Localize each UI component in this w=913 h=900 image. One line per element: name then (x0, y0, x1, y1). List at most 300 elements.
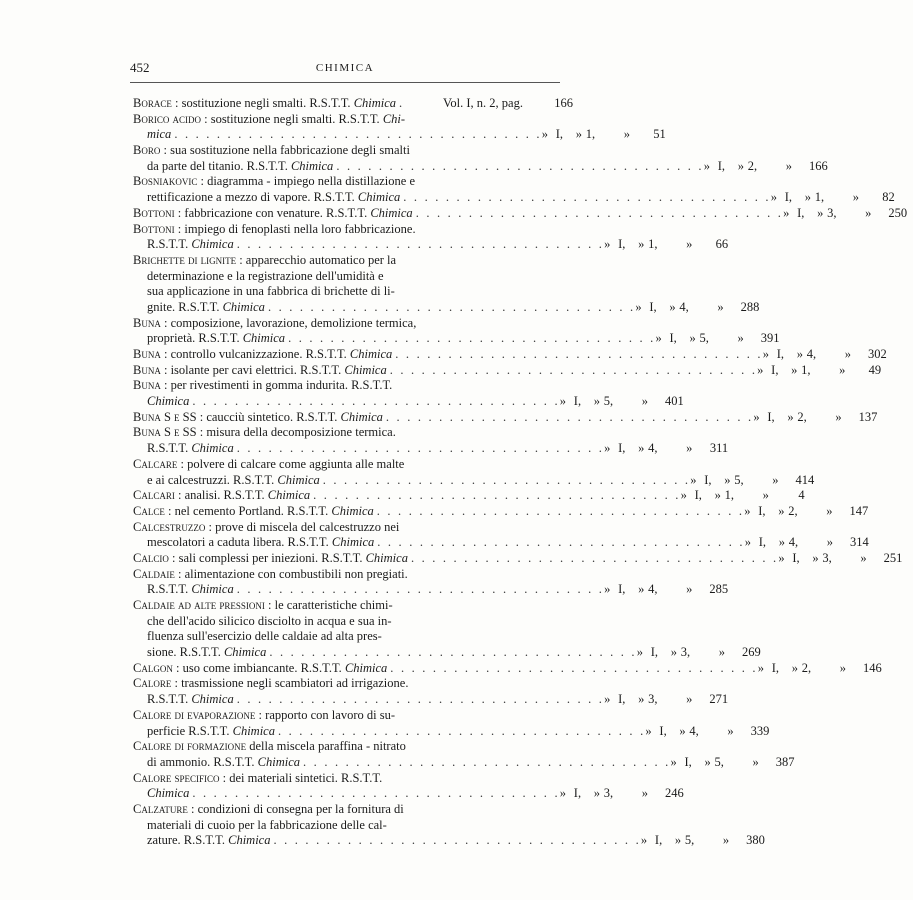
header-rule (130, 82, 560, 83)
entry-line (133, 253, 573, 269)
ditto-mark: » (686, 692, 693, 707)
entry-description: da parte del titanio. R.S.T.T. (147, 158, 291, 173)
reference-page: 414 (795, 472, 815, 487)
entry-line (133, 582, 729, 598)
entry-keyword: Bosniakovic (133, 174, 198, 189)
entry-separator: : (174, 221, 185, 236)
ditto-mark: » (638, 692, 645, 707)
reference (744, 504, 874, 520)
journal-name: Chimica (290, 158, 334, 173)
reference-page: 339 (750, 723, 770, 738)
reference-number: 4, (648, 582, 658, 597)
entry-line (133, 598, 573, 614)
ditto-mark: » (669, 299, 676, 314)
reference-page: 380 (746, 833, 765, 848)
reference-volume: I, (618, 692, 626, 707)
index-entry (133, 111, 666, 143)
ditto-mark: » (835, 409, 842, 424)
entry-text (133, 551, 408, 567)
entry-keyword: Calcare (133, 456, 178, 471)
entry-separator: : (219, 770, 230, 785)
reference-number: 5, (684, 833, 695, 848)
index-entry (133, 456, 815, 488)
entry-line (133, 535, 869, 551)
reference-volume: I, (650, 645, 659, 660)
ditto-mark: » (737, 331, 744, 346)
reference (604, 582, 734, 598)
ditto-mark: » (670, 754, 677, 769)
page-number: 452 (130, 60, 150, 75)
ditto-mark: » (604, 582, 611, 597)
ditto-mark: » (804, 190, 811, 205)
entry-text (133, 378, 392, 394)
entry-line (133, 425, 573, 441)
entry-description: controllo vulcanizzazione. R.S.T.T. (170, 347, 350, 361)
reference-number: 5, (734, 472, 744, 487)
reference (670, 755, 800, 771)
entry-description: e ai calcestruzzi. R.S.T.T. (147, 472, 278, 487)
reference-number: 3, (648, 692, 658, 707)
entry-keyword: Calce (133, 503, 165, 518)
ditto-mark: » (645, 723, 652, 738)
entry-text (133, 363, 387, 379)
journal-name: Chimica (353, 96, 397, 110)
entry-description: alimentazione con combustibili non pregiati. (184, 566, 408, 581)
journal-name: Chimica (222, 299, 265, 314)
dot-leader: . . . . . . . . . . . . . . . . . . . . . . . . . . . . . . . . . . . (277, 723, 646, 738)
index-entry (133, 425, 729, 456)
ditto-mark: » (812, 550, 819, 565)
entry-description: nel cemento Portland. R.S.T.T. (174, 503, 332, 518)
dot-leader: . . . . . . . . . . . . . . . . . . . . . . . . . . . . . . . . . . . (390, 660, 758, 675)
reference-page: 250 (888, 205, 908, 220)
index-entry (133, 707, 770, 739)
reference-volume: I, (776, 347, 785, 361)
entry-line (133, 237, 729, 253)
entry-keyword: Calore di formazione (133, 739, 247, 754)
entry-text (133, 425, 396, 441)
entry-description: proprietà. R.S.T.T. (147, 331, 243, 346)
reference (604, 237, 734, 253)
ditto-mark: » (704, 754, 711, 769)
ditto-mark: » (787, 409, 794, 424)
entry-separator: : (160, 378, 171, 393)
ditto-mark: » (744, 503, 751, 518)
entry-line (133, 708, 573, 724)
journal-name: Chimica (191, 692, 234, 707)
entry-line (133, 394, 684, 410)
index-entry (133, 503, 869, 520)
reference-page: 147 (849, 503, 869, 518)
entry-text (147, 159, 333, 175)
index-entry (133, 378, 684, 409)
index-entry (133, 347, 887, 363)
entry-line (133, 645, 761, 661)
reference-volume: I, (758, 535, 766, 550)
reference-volume: I, (704, 472, 712, 487)
reference-volume: I, (618, 582, 626, 597)
ditto-mark: » (860, 550, 867, 565)
entry-description: rapporto con lavoro di su- (265, 707, 395, 722)
journal-name: Chimica (340, 409, 383, 424)
entry-description: sostituzione negli smalti. R.S.T.T. (181, 96, 354, 110)
ditto-mark: » (826, 535, 833, 550)
ditto-mark: » (844, 347, 851, 361)
reference (757, 363, 887, 379)
reference-volume: Vol. I, n. 2, pag. (443, 96, 523, 110)
entry-description: della miscela paraffina - nitrato (249, 739, 406, 754)
journal-name: Chimica (267, 488, 311, 503)
index-entry (133, 519, 869, 551)
ditto-mark: » (641, 394, 649, 409)
entry-line (133, 174, 573, 190)
reference-page: 302 (867, 347, 887, 361)
reference (560, 786, 690, 802)
dot-leader: . . . . . . . . . . . . . . . . . . . . . . . . . . . . . . . . . . . (410, 550, 779, 565)
reference-page: 246 (665, 786, 684, 801)
entry-line (133, 739, 573, 755)
entry-line (133, 457, 573, 473)
entry-keyword: Buna S e SS (133, 409, 197, 424)
reference-page: 311 (709, 441, 729, 456)
reference-volume: I, (758, 503, 766, 518)
reference-volume: I, (669, 331, 677, 346)
reference (604, 441, 734, 457)
entry-keyword: Calcestruzzo (133, 519, 206, 534)
ditto-mark: » (655, 331, 662, 346)
reference-page: 49 (868, 362, 882, 377)
reference-number: 3, (827, 205, 837, 220)
entry-line (133, 833, 765, 849)
entry-line (133, 158, 828, 175)
entry-keyword: Brichette di lignite (133, 252, 237, 267)
entry-text (133, 174, 415, 190)
entry-separator: : (160, 362, 171, 377)
index-entry (133, 252, 760, 316)
reference (560, 394, 690, 410)
reference (745, 535, 875, 551)
entry-separator: : (171, 96, 182, 110)
entry-separator: : (264, 598, 275, 612)
reference-page: 4 (798, 488, 805, 503)
reference-volume: I, (771, 362, 779, 377)
entry-text (133, 112, 405, 128)
entry-description: sione. R.S.T.T. (147, 645, 224, 660)
reference (771, 190, 901, 206)
ditto-mark: » (559, 786, 567, 801)
reference (681, 488, 811, 504)
reference (604, 692, 734, 708)
reference-page: 314 (849, 535, 869, 550)
ditto-mark: » (638, 582, 645, 597)
reference (763, 347, 893, 363)
entry-line (133, 660, 882, 677)
reference-volume: I, (694, 488, 702, 503)
entry-text (133, 598, 393, 614)
reference (783, 206, 913, 222)
index-entry (133, 598, 761, 661)
entry-separator: : (196, 425, 207, 440)
entry-text (147, 692, 234, 708)
index-entry (133, 550, 903, 567)
journal-name: Chimica (232, 723, 275, 738)
index-entry (133, 488, 805, 504)
ditto-mark: » (541, 127, 548, 142)
reference-volume: I, (649, 299, 657, 314)
entry-line (133, 676, 573, 692)
entry-text (147, 535, 374, 551)
ditto-mark: » (703, 158, 710, 173)
entry-description: fabbricazione con venature. R.S.T.T. (184, 205, 371, 220)
ditto-mark: » (638, 441, 645, 456)
reference-page: 51 (653, 127, 666, 142)
entry-line (133, 754, 795, 771)
ditto-mark: » (674, 833, 682, 848)
reference-number: 3, (822, 550, 832, 565)
entry-line (133, 441, 729, 457)
entry-line (133, 284, 573, 300)
reference-number: 2, (797, 409, 807, 424)
reference-page: 251 (883, 550, 903, 565)
ditto-mark: » (783, 205, 790, 220)
reference-number: 1, (585, 127, 596, 142)
entry-keyword: Bottoni (133, 205, 175, 220)
entry-text (147, 818, 387, 834)
dot-leader: . . . . . . . . . . . . . . . . . . . . . . . . . . . . . . . . . . . (403, 190, 771, 205)
entry-text (147, 645, 266, 661)
dot-leader: . . . . . . . . . . . . . . . . . . . . . . . . . . . . . . . . . . . (288, 331, 656, 346)
ditto-mark: » (791, 660, 798, 675)
entry-description: trasmissione negli scambiatori ad irrigazione. (181, 676, 409, 691)
entry-line (133, 503, 869, 520)
ditto-mark: » (575, 127, 582, 142)
entry-keyword: Boro (133, 143, 161, 158)
entry-text (133, 253, 396, 269)
entry-description: sua applicazione in una fabbrica di brichette di li- (147, 284, 395, 299)
entry-line (133, 362, 882, 379)
journal-name: Chimica (370, 205, 413, 220)
entry-separator: : (174, 488, 185, 503)
reference-number: 2, (801, 660, 812, 675)
ditto-mark: » (778, 550, 785, 565)
dot-leader: . . . . . . . . . . . . . . . . . . . . . . . . . . . . . . . . . . . (377, 535, 745, 550)
dot-leader: . . . . . . . . . . . . . . . . . . . . . . . . . . . . . . . . . . . (389, 362, 758, 377)
entry-line (133, 818, 573, 834)
reference-volume: I, (573, 394, 582, 409)
reference-page: 271 (709, 692, 729, 707)
reference-volume: I, (618, 237, 626, 252)
entry-text (147, 300, 265, 316)
entry-text (147, 629, 382, 645)
ditto-mark: » (744, 535, 751, 550)
entry-separator: : (160, 315, 171, 330)
dot-leader: . . . . . . . . . . . . . . . . . . . . . . . . . . . . . . . . . . . (267, 299, 636, 314)
entry-line (133, 692, 729, 708)
ditto-mark: » (679, 723, 686, 738)
reference-volume: I, (618, 441, 626, 456)
index-entry (133, 801, 765, 849)
index-entry (133, 409, 878, 426)
ditto-mark: » (852, 190, 859, 205)
journal-name: Chimica (365, 550, 408, 565)
dot-leader: . . . . . . . . . . . . . . . . . . . . . . . . . . . . . . . . . . . (174, 127, 542, 142)
dot-leader: . . . . . . . . . . . . . . . . . . . . . . . . . . . . . . . . . . . (385, 409, 754, 424)
index-entry (133, 96, 573, 112)
entry-text (133, 520, 399, 536)
entry-line (133, 347, 887, 363)
reference-volume: I, (792, 550, 800, 565)
reference-volume: I, (784, 190, 793, 205)
reference-number: 2, (788, 503, 798, 518)
entry-line (133, 331, 780, 347)
entry-description: che dell'acido silicico disciolto in acqua e sua in- (147, 613, 392, 628)
entry-line (133, 299, 760, 316)
ditto-mark: » (593, 394, 601, 409)
ditto-mark: » (690, 472, 697, 487)
entry-line (133, 802, 573, 818)
reference-number: 4, (788, 535, 799, 550)
journal-name: Chimica (357, 190, 401, 205)
entry-description: di ammonio. R.S.T.T. (147, 754, 258, 769)
entry-description: materiali di cuoio per la fabbricazione delle cal- (147, 817, 387, 832)
entry-separator: : (177, 456, 188, 471)
entry-keyword: Borico acido (133, 111, 201, 126)
entry-description: zature. R.S.T.T. (147, 833, 229, 848)
entry-separator: : (164, 503, 175, 518)
entry-text (147, 614, 392, 630)
entry-line (133, 112, 573, 128)
entry-line (133, 629, 573, 645)
entry-text (147, 237, 234, 253)
reference-page: 288 (740, 299, 760, 314)
reference-number: 1, (724, 488, 734, 503)
entry-description: gnite. R.S.T.T. (147, 299, 223, 314)
entry-separator: : (174, 205, 185, 220)
entry-text (133, 96, 396, 112)
dot-leader: . . . . . . . . . . . . . . . . . . . . . . . . . . . . . . . . . . . (192, 394, 560, 409)
reference-number: 5, (714, 754, 724, 769)
entry-text (147, 190, 400, 206)
index-entry (133, 676, 729, 707)
entry-separator: : (174, 566, 185, 581)
entry-text (133, 504, 374, 520)
reference (778, 551, 908, 567)
journal-name: Chimica (344, 660, 388, 675)
journal-name: mica (147, 127, 172, 142)
dot-leader: . . . . . . . . . . . . . . . . . . . . . . . . . . . . . . . . . . . (273, 833, 641, 848)
dot-leader: . . . . . . . . . . . . . . . . . . . . . . . . . . . . . . . . . . . (313, 488, 681, 503)
entry-line (133, 567, 573, 583)
entry-description: isolante per cavi elettrici. R.S.T.T. (170, 362, 345, 377)
entry-separator: : (205, 519, 216, 534)
ditto-mark: » (757, 362, 764, 377)
reference-number: 2, (747, 158, 758, 173)
reference-page: 166 (809, 158, 828, 173)
journal-name: Chimica (242, 331, 286, 346)
dot-leader: . . . . . . . . . . . . . . . . . . . . . . . . . . . . . . . . . . . (269, 645, 637, 660)
index-entry (133, 315, 780, 347)
reference (443, 96, 573, 112)
entry-description: per rivestimenti in gomma indurita. R.S.T.T. (170, 378, 393, 393)
ditto-mark: » (839, 660, 846, 675)
entry-keyword: Bottoni (133, 221, 175, 236)
entry-text (147, 582, 234, 598)
ditto-mark: » (623, 127, 630, 142)
entry-keyword: Calcari (133, 488, 175, 503)
reference-number: 5, (699, 331, 709, 346)
ditto-mark: » (772, 472, 779, 487)
ditto-mark: » (778, 535, 785, 550)
entry-line (133, 786, 684, 802)
reference (753, 410, 883, 426)
reference (542, 127, 672, 143)
reference-page: 137 (858, 409, 878, 424)
entry-text (147, 441, 234, 457)
entry-keyword: Caldaie ad alte pressioni (133, 598, 265, 612)
ditto-mark: » (785, 158, 792, 173)
entry-description: prove di miscela del calcestruzzo nei (215, 519, 400, 534)
ditto-mark: » (757, 660, 764, 675)
entry-separator: : (160, 143, 171, 158)
reference-number: 5, (603, 394, 614, 409)
entry-line (133, 723, 770, 740)
journal-name: Chimica (331, 535, 375, 550)
index-entries (133, 96, 908, 849)
entry-text (133, 739, 406, 755)
ditto-mark: » (796, 347, 803, 361)
ditto-mark: » (778, 503, 785, 518)
entry-text (147, 724, 275, 740)
entry-description: diagramma - impiego nella distillazione e (207, 174, 415, 189)
entry-line (133, 614, 573, 630)
entry-description: R.S.T.T. (147, 582, 192, 597)
entry-keyword: Calore (133, 676, 172, 691)
index-entry (133, 566, 729, 598)
ditto-mark: » (722, 833, 730, 848)
entry-text (147, 786, 189, 802)
entry-separator: : (160, 347, 171, 361)
journal-name: Chimica (223, 645, 267, 660)
entry-keyword: Calgon (133, 660, 173, 675)
dot-leader: . . . . . . . . . . . . . . . . . . . . . . . . . . . . . . . . . . . (376, 503, 745, 518)
entry-text (133, 802, 404, 818)
dot-leader: . . . . . . . . . . . . . . . . . . . . . . . . . . . . . . . . . . . (236, 237, 605, 252)
entry-description: fluenza sull'esercizio delle caldaie ad alta pres- (147, 629, 382, 644)
running-title: CHIMICA (315, 62, 375, 74)
dot-leader: . . . . . . . . . . . . . . . . . . . . . . . . . . . . . . . . . . . (192, 786, 560, 801)
reference-number: 1, (648, 237, 658, 252)
ditto-mark: » (817, 205, 824, 220)
entry-text (147, 833, 270, 849)
entry-keyword: Buna (133, 362, 161, 377)
reference (637, 645, 767, 661)
ditto-mark: » (762, 488, 769, 503)
dot-leader: . (399, 96, 405, 110)
index-entry (133, 205, 908, 222)
index-entry (133, 143, 828, 174)
entry-text (147, 394, 189, 410)
entry-line (133, 269, 573, 285)
entry-keyword: Buna (133, 378, 161, 393)
entry-text (147, 127, 171, 143)
reference-volume: I, (684, 754, 692, 769)
index-entry (133, 362, 882, 379)
ditto-mark: » (686, 237, 693, 252)
reference (656, 331, 786, 347)
reference-volume: I, (767, 409, 775, 424)
journal-name: Chimica (191, 237, 234, 252)
dot-leader: . . . . . . . . . . . . . . . . . . . . . . . . . . . . . . . . . . . (322, 472, 691, 487)
